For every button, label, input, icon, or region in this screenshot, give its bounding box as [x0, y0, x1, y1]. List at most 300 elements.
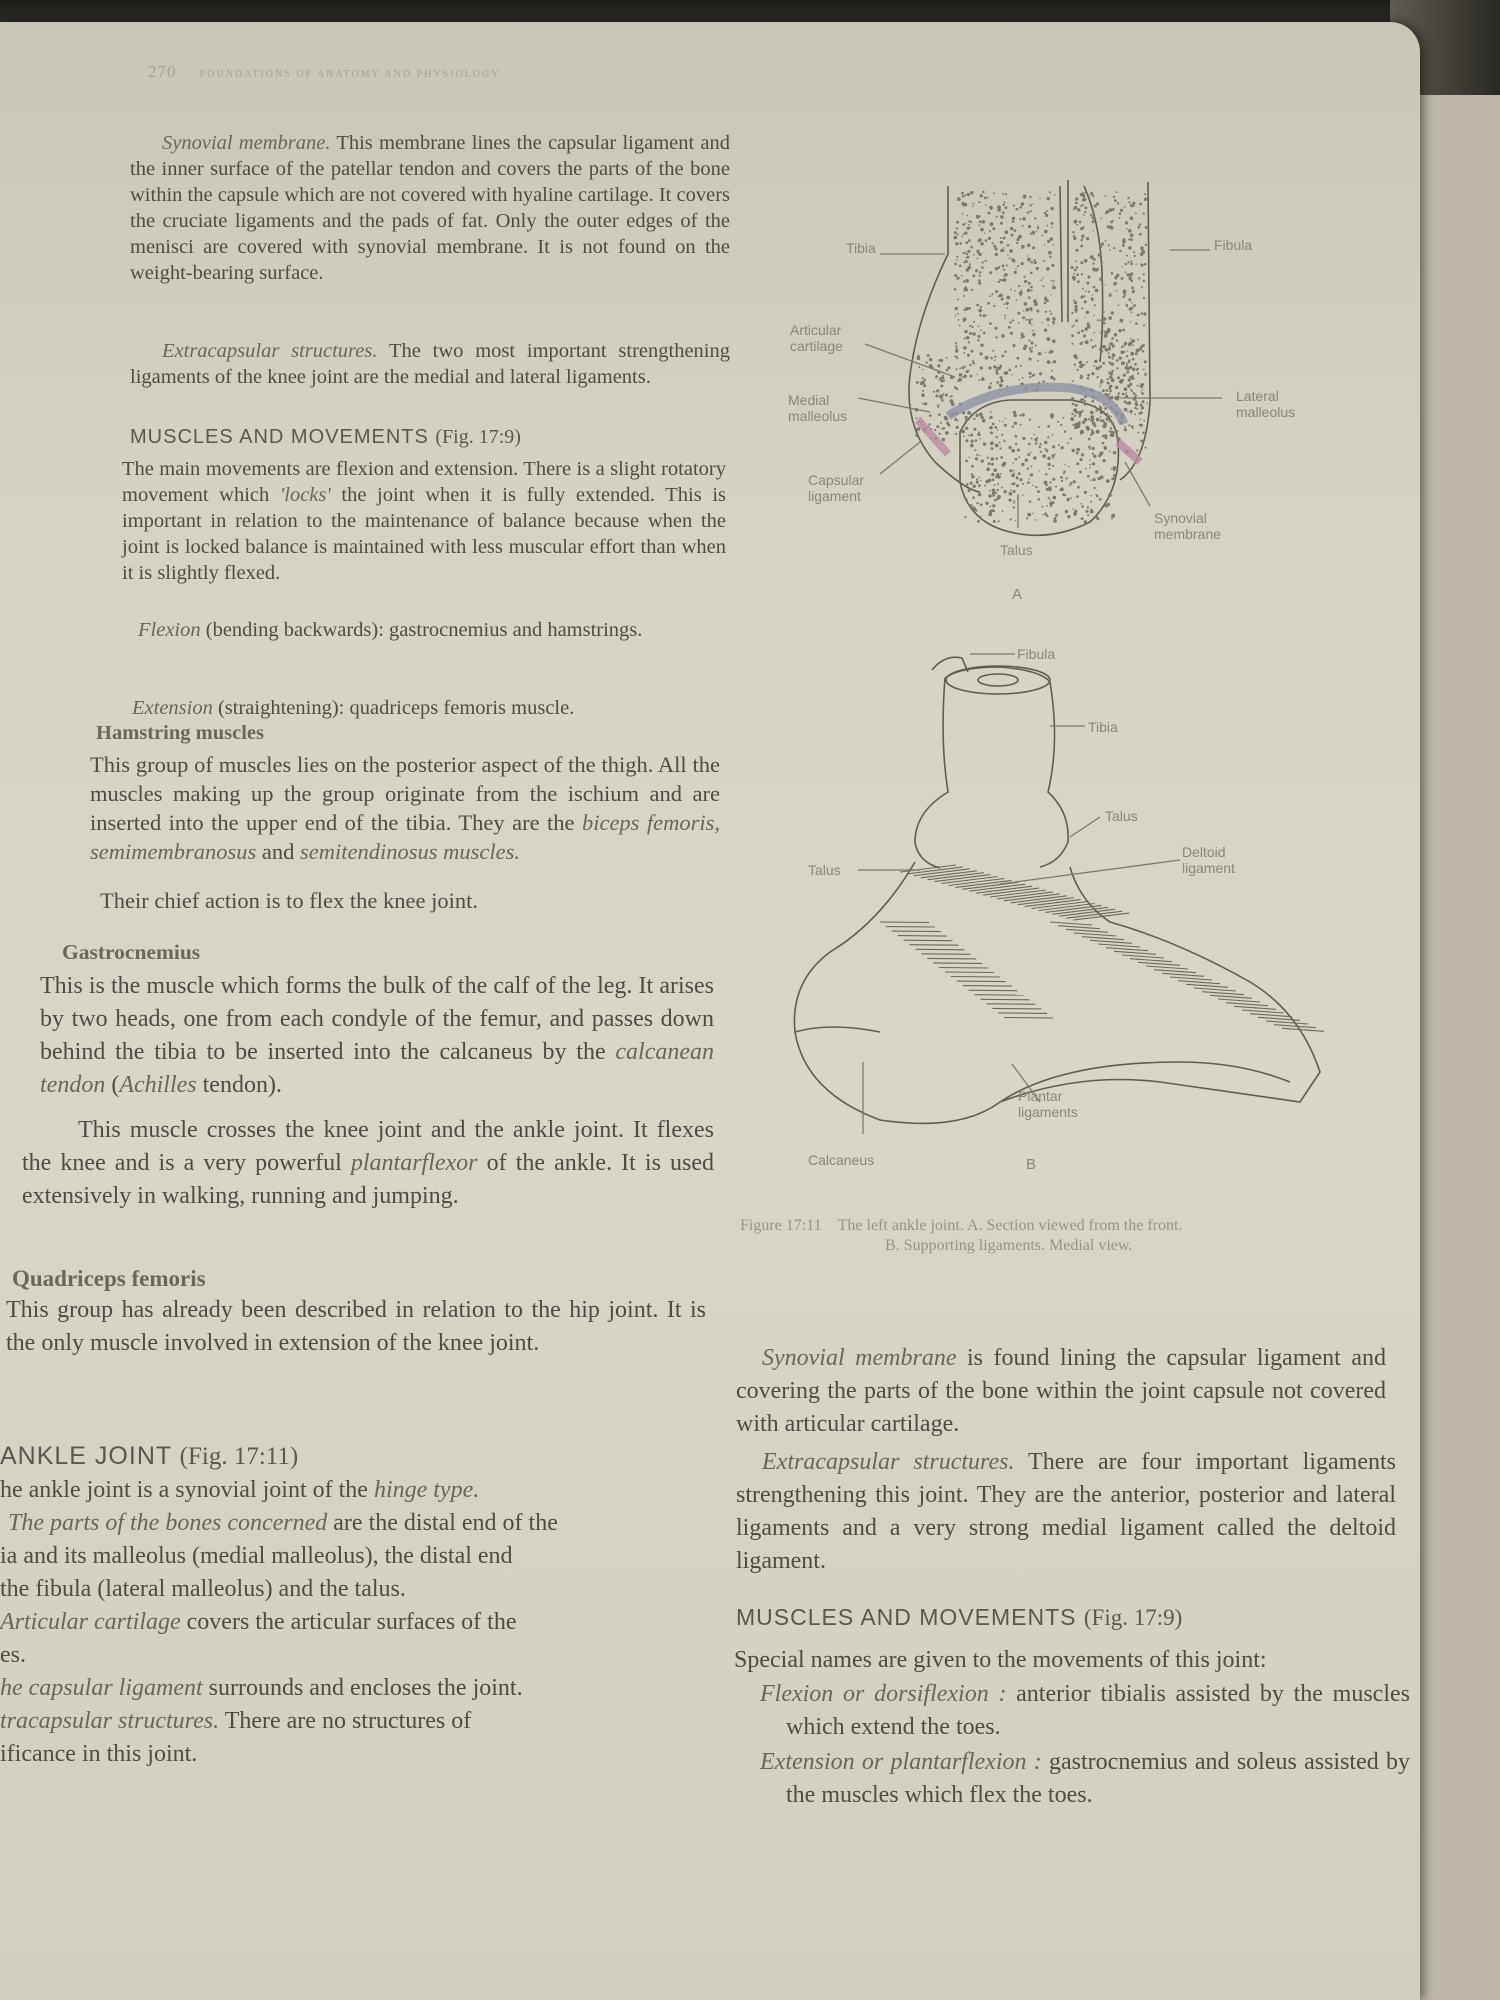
bone-dot	[1100, 412, 1103, 415]
bone-dot	[1044, 448, 1046, 450]
label-medial-malleolus	[788, 392, 847, 424]
bone-dot	[964, 232, 967, 235]
bone-dot	[1004, 440, 1006, 442]
bone-dot	[1078, 411, 1081, 414]
bone-dot	[1123, 291, 1126, 294]
figure-letter-b: B	[1026, 1156, 1037, 1173]
bone-dot	[1121, 345, 1124, 348]
parts-italic: The parts of the bones concerned	[8, 1510, 328, 1536]
bone-dot	[1071, 397, 1075, 401]
bone-dot	[962, 195, 965, 198]
bone-dot	[1072, 380, 1074, 382]
bone-dot	[1127, 351, 1128, 352]
bone-dot	[1084, 300, 1087, 303]
bone-dot	[1129, 383, 1132, 386]
bone-dot	[957, 197, 961, 201]
bone-dot	[988, 367, 991, 370]
bone-dot	[986, 468, 990, 472]
bone-dot	[1002, 212, 1005, 215]
bone-dot	[1034, 217, 1036, 219]
bone-dot	[1080, 374, 1082, 376]
bone-dot	[993, 193, 995, 195]
bone-dot	[1108, 328, 1111, 331]
ankle-synovial-italic: Synovial membrane	[762, 1345, 957, 1371]
bone-dot	[970, 375, 973, 378]
ligament-strand	[1066, 929, 1108, 932]
ligament-strand	[1266, 1021, 1308, 1024]
bone-dot	[1086, 311, 1090, 315]
bone-dot	[1015, 268, 1017, 270]
bone-dot	[971, 289, 973, 291]
bone-dot	[1023, 310, 1025, 312]
bone-dot	[1073, 424, 1075, 426]
bone-dot	[1135, 322, 1138, 325]
bone-dot	[1051, 362, 1052, 363]
bone-dot	[956, 426, 959, 429]
bone-dot	[1097, 376, 1099, 378]
bone-dot	[1121, 357, 1123, 359]
bone-dot	[1030, 473, 1033, 476]
bone-dot	[1077, 208, 1080, 211]
bone-dot	[1131, 280, 1134, 283]
bone-dot	[979, 477, 980, 478]
bone-dot	[1113, 196, 1115, 198]
bone-dot	[1003, 250, 1005, 252]
ligament-strand	[1138, 962, 1180, 965]
bone-dot	[966, 241, 969, 244]
bone-dot	[1145, 447, 1147, 449]
bone-dot	[1052, 339, 1056, 343]
bone-dot	[1088, 446, 1091, 449]
bone-dot	[995, 492, 997, 494]
bone-dot	[1126, 228, 1128, 230]
bone-dot	[1063, 417, 1065, 419]
bone-dot	[1119, 380, 1122, 383]
bone-dot	[1029, 500, 1031, 502]
bone-dot	[967, 411, 971, 415]
bone-dot	[1009, 492, 1013, 496]
bone-dot	[988, 494, 991, 497]
bone-dot	[1115, 386, 1119, 390]
bone-dot	[1035, 442, 1038, 445]
bone-dot	[1029, 347, 1032, 350]
bone-dot	[1100, 319, 1103, 322]
label-deltoid-1: Deltoid	[1182, 844, 1226, 860]
ankle-extension-line	[760, 1746, 1410, 1812]
ligament-strand	[880, 922, 929, 923]
ankle-heading-ref: (Fig. 17:11)	[179, 1443, 299, 1470]
bone-dot	[1036, 310, 1039, 313]
bone-dot	[1052, 465, 1054, 467]
bone-dot	[1045, 473, 1047, 475]
bone-dot	[1090, 339, 1092, 341]
bone-dot	[1035, 519, 1037, 521]
bone-dot	[1075, 202, 1078, 205]
bone-dot	[1012, 462, 1014, 464]
bone-dot	[928, 423, 930, 425]
bone-dot	[1003, 303, 1005, 305]
tibia-shaft-right	[1060, 186, 1062, 322]
bone-dot	[1100, 416, 1102, 418]
label-talus-a: Talus	[1000, 542, 1033, 558]
bone-dot	[918, 366, 920, 368]
bone-dot	[1018, 235, 1022, 239]
bone-dot	[956, 388, 958, 390]
bone-dot	[964, 337, 966, 339]
bone-dot	[1048, 324, 1049, 325]
bone-dot	[1080, 503, 1082, 505]
bone-dot	[1012, 426, 1014, 428]
bone-dot	[1090, 411, 1094, 415]
bone-dot	[978, 434, 981, 437]
hamstring-italic-2: semitendinosus muscles.	[300, 839, 520, 864]
bone-dot	[1060, 424, 1062, 426]
articular-text: covers the articular surfaces of the	[180, 1609, 517, 1635]
bone-dot	[930, 365, 932, 367]
bone-dot	[1074, 415, 1076, 417]
bone-dot	[955, 345, 957, 347]
bone-dot	[1074, 512, 1077, 515]
bone-dot	[975, 439, 978, 442]
bone-dot	[1109, 377, 1111, 379]
bone-dot	[1112, 396, 1113, 397]
bone-dot	[1022, 494, 1024, 496]
bone-dot	[1003, 201, 1005, 203]
bone-dot	[1076, 273, 1079, 276]
bone-dot	[1041, 279, 1043, 281]
bone-dot	[1098, 253, 1102, 257]
bone-dot	[959, 242, 962, 245]
bone-dot	[955, 315, 957, 317]
bone-dot	[980, 503, 983, 506]
bone-dot	[1090, 214, 1092, 216]
bone-dot	[980, 306, 982, 308]
bone-dot	[1106, 413, 1108, 415]
bone-dot	[1020, 337, 1022, 339]
label-medial-2: malleolus	[788, 408, 848, 424]
ligament-strand	[1226, 1003, 1268, 1006]
ligament-strand	[981, 999, 1030, 1000]
bone-dot	[1027, 244, 1031, 248]
bone-dot	[1141, 312, 1143, 314]
bone-dot	[1020, 365, 1022, 367]
bone-dot	[1072, 343, 1074, 345]
bone-dot	[1076, 462, 1079, 465]
ligament-strand	[1186, 984, 1228, 987]
ankle-muscles-heading-ref: (Fig. 17:9)	[1083, 1605, 1183, 1630]
bone-dot	[1107, 382, 1110, 385]
bone-dot	[1085, 340, 1089, 344]
bone-dot	[924, 402, 927, 405]
ankle-movements-paragraph	[734, 1644, 1394, 1677]
bone-dot	[1027, 211, 1029, 213]
bone-dot	[1036, 230, 1038, 232]
bone-dot	[1027, 255, 1028, 256]
bone-dot	[1100, 475, 1104, 479]
bone-dot	[995, 369, 998, 372]
bone-dot	[1105, 284, 1106, 285]
bone-dot	[1044, 329, 1047, 332]
bone-dot	[955, 342, 957, 344]
bone-dot	[1028, 478, 1030, 480]
bone-dot	[966, 483, 969, 486]
bone-dot	[990, 222, 994, 226]
bone-dot	[967, 266, 971, 270]
bone-dot	[946, 369, 949, 372]
synovial-membrane-left	[918, 420, 948, 454]
bone-dot	[1063, 473, 1065, 475]
bone-dot	[1125, 395, 1128, 398]
bone-dot	[1114, 333, 1117, 336]
bone-dot	[1095, 289, 1099, 293]
bone-dot	[1102, 442, 1105, 445]
label-capsular-1: Capsular	[808, 472, 865, 488]
bone-dot	[1003, 247, 1005, 249]
bone-dot	[1127, 261, 1129, 263]
bone-dot	[969, 364, 971, 366]
bone-dot	[1126, 367, 1130, 371]
bone-dot	[1027, 289, 1031, 293]
bone-dot	[1128, 246, 1132, 250]
bone-dot	[993, 245, 996, 248]
bone-dot	[1018, 285, 1020, 287]
bone-dot	[990, 411, 992, 413]
bone-dot	[1116, 430, 1119, 433]
bone-dot	[1128, 229, 1132, 233]
bone-dot	[1144, 263, 1147, 266]
bone-dot	[1104, 334, 1108, 338]
bone-dot	[995, 336, 997, 338]
bone-dot	[1030, 272, 1033, 275]
bone-dot	[1012, 482, 1015, 485]
ligament-strand	[927, 958, 976, 959]
bone-dot	[968, 341, 970, 343]
bone-dot	[1092, 195, 1094, 197]
bone-dot	[963, 352, 965, 354]
bone-dot	[1093, 478, 1096, 481]
bone-dot	[1076, 249, 1079, 252]
bone-dot	[973, 203, 975, 205]
bone-dot	[1131, 341, 1133, 343]
bone-dot	[1053, 519, 1057, 523]
quadriceps-paragraph	[6, 1294, 706, 1360]
bone-dot	[1017, 312, 1020, 315]
bone-dot	[1001, 355, 1004, 358]
bone-dot	[1039, 443, 1041, 445]
bone-dot	[965, 307, 969, 311]
bone-dot	[1112, 208, 1115, 211]
bone-dot	[1027, 513, 1031, 517]
bone-dot	[1029, 372, 1032, 375]
bone-dot	[1109, 208, 1113, 212]
bone-dot	[1070, 418, 1074, 422]
bone-dot	[1009, 446, 1012, 449]
bone-dot	[959, 367, 961, 369]
bone-dot	[1077, 331, 1080, 334]
bone-dot	[1086, 290, 1088, 292]
synovial-label: Synovial membrane.	[162, 132, 331, 154]
bone-dot	[1051, 264, 1054, 267]
bone-dot	[976, 503, 978, 505]
bone-dot	[965, 419, 968, 422]
bone-dot	[1015, 208, 1017, 210]
ligament-strand	[951, 977, 1000, 978]
bone-dot	[951, 395, 953, 397]
bone-dot	[1014, 422, 1017, 425]
bone-dot	[1127, 306, 1129, 308]
bone-dot	[1015, 365, 1017, 367]
bone-dot	[965, 260, 968, 263]
bone-dot	[980, 315, 982, 317]
bone-dot	[1052, 478, 1055, 481]
bone-dot	[1069, 484, 1071, 486]
bone-dot	[1062, 493, 1065, 496]
bone-dot	[1108, 387, 1111, 390]
ligament-strand	[1194, 988, 1236, 991]
bone-dot	[977, 520, 980, 523]
bone-dot	[989, 417, 991, 419]
bone-dot	[963, 233, 965, 235]
bone-dot	[1083, 334, 1086, 337]
bone-dot	[1140, 383, 1142, 385]
parts-line-2: ia and its malleolus (medial malleolus), the distal end	[0, 1543, 513, 1569]
bone-dot	[965, 194, 967, 196]
bone-dot	[1022, 316, 1025, 319]
ankle-synovial-paragraph	[736, 1342, 1386, 1441]
bone-dot	[1091, 297, 1094, 300]
bone-dot	[1016, 242, 1018, 244]
ligament-strand	[1242, 1010, 1284, 1013]
bone-dot	[1022, 437, 1025, 440]
bone-dot	[968, 307, 971, 310]
bone-dot	[934, 429, 936, 431]
hamstring-text-a: This group of muscles lies on the posterior aspect of the thigh. All the muscles making up the group originate from the ischium and are inserted into the upper end of the tibia. They are the	[90, 752, 720, 835]
bone-dot	[1084, 418, 1088, 422]
bone-dot	[1126, 273, 1129, 276]
bone-dot	[1135, 352, 1138, 355]
ligament-strand	[963, 986, 1012, 987]
bone-dot	[965, 416, 968, 419]
bone-dot	[1049, 310, 1051, 312]
bone-dot	[943, 379, 945, 381]
ankle-flexion-text: anterior tibialis assisted by the muscles which extend the toes.	[786, 1681, 1410, 1740]
bone-dot	[1038, 498, 1041, 501]
bone-dot	[1042, 285, 1044, 287]
bone-dot	[1093, 315, 1095, 317]
bone-dot	[1011, 234, 1014, 237]
bone-dot	[921, 381, 925, 385]
bone-dot	[993, 305, 995, 307]
bone-dot	[992, 350, 994, 352]
bone-dot	[1051, 370, 1053, 372]
ligament-strand	[904, 940, 953, 941]
bone-dot	[1144, 198, 1147, 201]
bone-dot	[1113, 474, 1117, 478]
bone-dot	[1093, 269, 1096, 272]
bone-dot	[980, 366, 983, 369]
bone-dot	[1031, 438, 1033, 440]
bone-dot	[1003, 269, 1005, 271]
bone-dot	[1087, 322, 1090, 325]
bone-dot	[1140, 419, 1142, 421]
bone-dot	[1029, 419, 1031, 421]
bone-dot	[942, 427, 945, 430]
bone-dot	[1083, 198, 1087, 202]
bone-dot	[1012, 319, 1014, 321]
bone-dot	[1111, 357, 1113, 359]
bone-dot	[1003, 237, 1006, 240]
bone-dot	[980, 516, 981, 517]
bone-dot	[1137, 339, 1139, 341]
bone-dot	[1130, 352, 1134, 356]
bone-dot	[1131, 307, 1134, 310]
bone-dot	[939, 433, 941, 435]
bone-dot	[991, 457, 995, 461]
bone-dot	[981, 266, 984, 269]
bone-dot	[973, 321, 975, 323]
ankle-extracapsular-italic: Extracapsular structures.	[762, 1449, 1015, 1475]
bone-dot	[992, 504, 995, 507]
bone-dot	[1112, 345, 1115, 348]
bone-dot	[1011, 250, 1013, 252]
bone-dot	[1086, 427, 1090, 431]
extracapsular-line-2: ificance in this joint.	[0, 1741, 198, 1767]
bone-dot	[975, 457, 978, 460]
bone-dot	[1005, 230, 1009, 234]
bone-dot	[961, 430, 965, 434]
gastrocnemius-heading: Gastrocnemius	[62, 940, 201, 964]
bone-dot	[1102, 345, 1106, 349]
bone-dot	[995, 290, 998, 293]
bone-dot	[1040, 451, 1042, 453]
bone-dot	[1054, 194, 1055, 195]
ankle-type-line	[0, 1474, 720, 1507]
bone-dot	[1130, 262, 1133, 265]
bone-dot	[1073, 273, 1075, 275]
bone-dot	[993, 468, 997, 472]
bone-dot	[998, 266, 1001, 269]
bone-dot	[1075, 197, 1078, 200]
bone-dot	[1096, 418, 1100, 422]
bone-dot	[995, 267, 998, 270]
bone-dot	[1047, 360, 1051, 364]
bone-dot	[970, 191, 973, 194]
bone-dot	[1034, 261, 1037, 264]
bone-dot	[1090, 509, 1092, 511]
bone-dot	[922, 369, 923, 370]
bone-dot	[994, 426, 997, 429]
bone-dot	[1009, 257, 1011, 259]
bone-dot	[1097, 471, 1099, 473]
bone-dot	[1052, 445, 1055, 448]
bone-dot	[1102, 362, 1105, 365]
bone-dot	[1138, 226, 1141, 229]
bone-dot	[1082, 376, 1084, 378]
bone-dot	[1090, 419, 1093, 422]
bone-dot	[1052, 286, 1056, 290]
bone-dot	[989, 490, 991, 492]
bone-dot	[1053, 244, 1055, 246]
bone-dot	[954, 356, 955, 357]
extracapsular-italic: tracapsular structures.	[0, 1708, 220, 1734]
bone-dot	[972, 362, 975, 365]
bone-dot	[1143, 312, 1146, 315]
bone-dot	[963, 436, 965, 438]
bone-dot	[1018, 472, 1021, 475]
bone-dot	[1052, 454, 1055, 457]
bone-dot	[1116, 367, 1118, 369]
bone-dot	[979, 275, 981, 277]
